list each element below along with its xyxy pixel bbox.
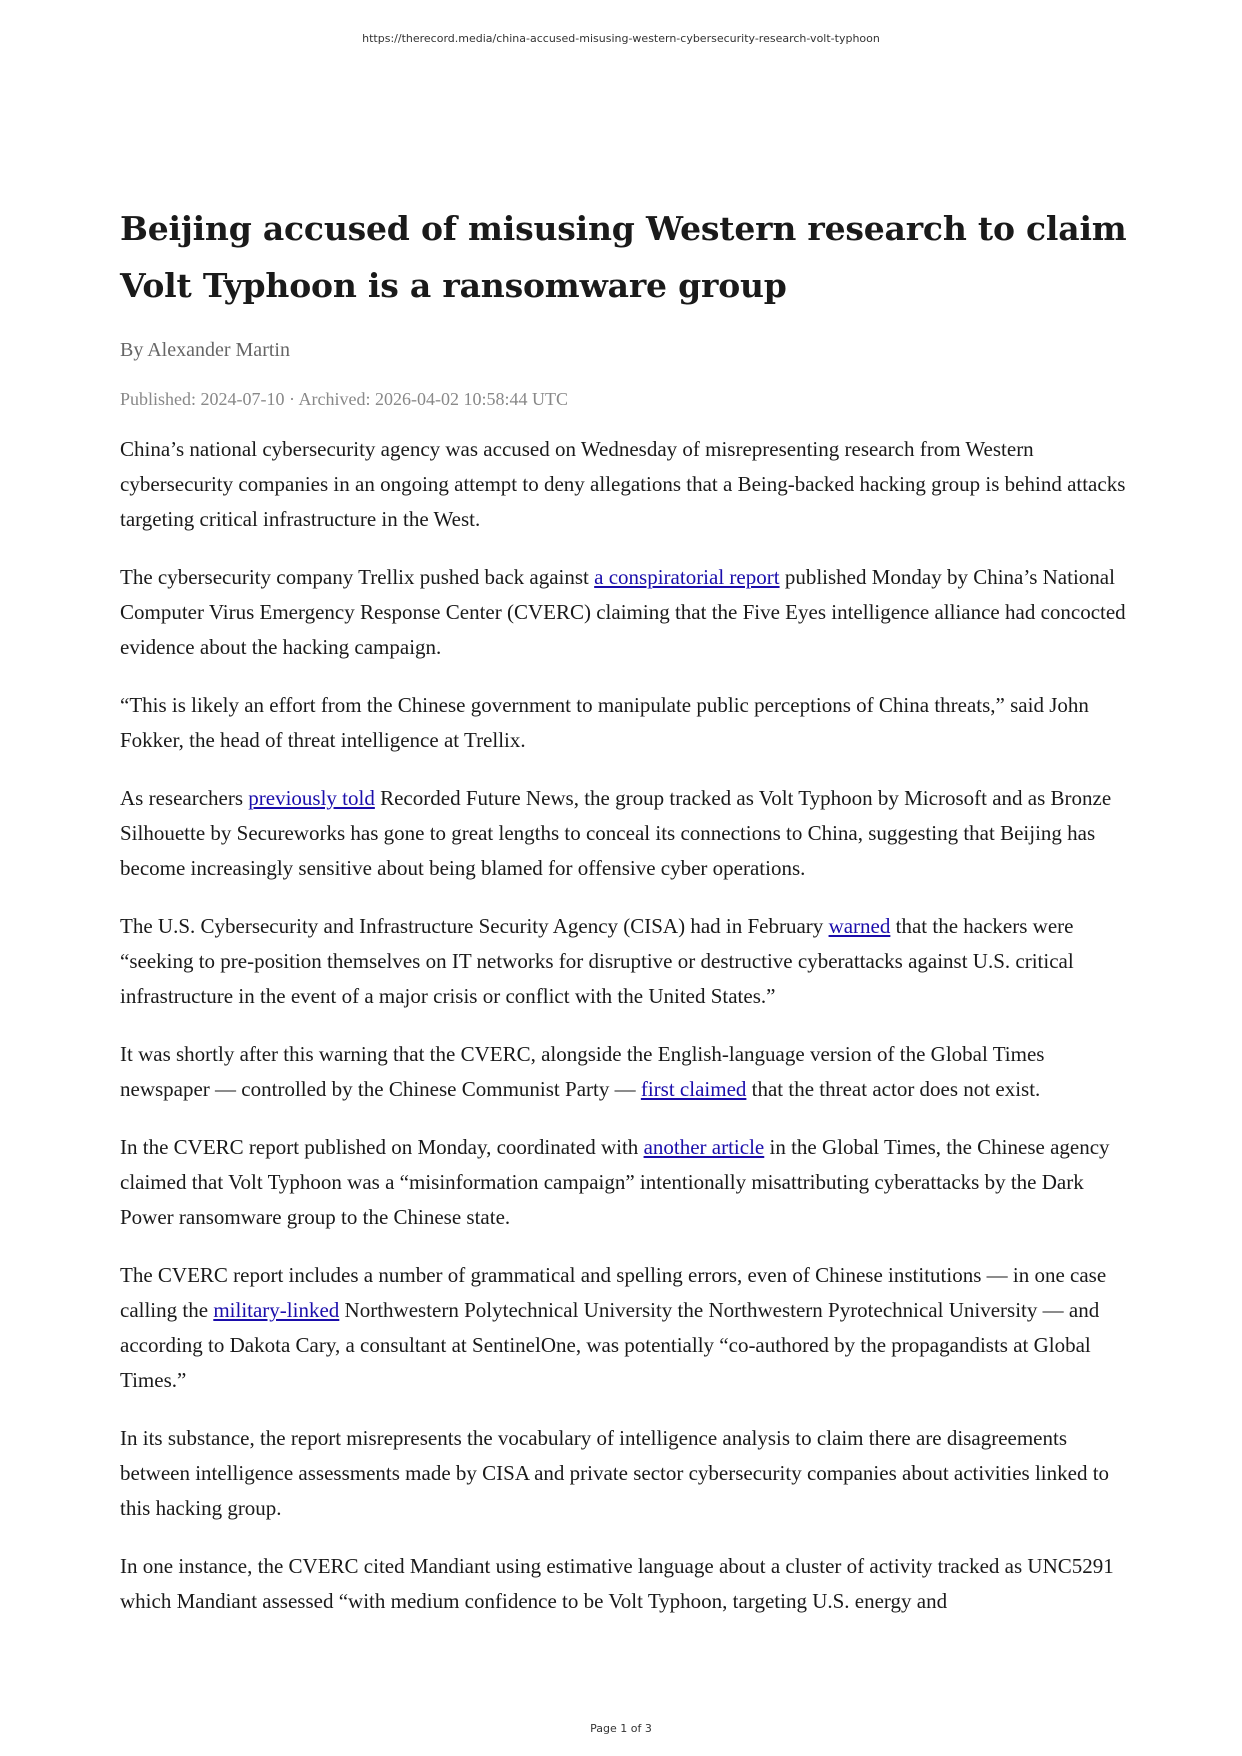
paragraph-5: The U.S. Cybersecurity and Infrastructure Security Agency (CISA) had in February warned that the hackers were “seeking to pre-position themselves on IT networks for disruptive or destructive cyberattacks against U.S. critical infrastructure in the event of a major crisis or conflict with the United States.”: [120, 914, 1074, 1008]
paragraph-6: It was shortly after this warning that the CVERC, alongside the English-language version of the Global Times newspaper — controlled by the Chinese Communist Party — first claimed that the threat actor does not exist.: [120, 1042, 1045, 1101]
paragraph-4: As researchers previously told Recorded Future News, the group tracked as Volt Typhoon by Microsoft and as Bronze Silhouette by Secureworks has gone to great lengths to conceal its connections to China, suggesting that Beijing has become increasingly sensitive about being blamed for offensive cyber operations.: [120, 786, 1112, 880]
paragraph-9: In its substance, the report misrepresents the vocabulary of intelligence analysis to claim there are disagreements between intelligence assessments made by CISA and private sector cybersecurity companies about activities linked to this hacking group.: [120, 1426, 1110, 1520]
page-url: https://therecord.media/china-accused-misusing-western-cybersecurity-research-volt-typhoon: [362, 32, 880, 45]
paragraph-2: The cybersecurity company Trellix pushed back against a conspiratorial report published Monday by China’s National Computer Virus Emergency Response Center (CVERC) claiming that the Five Eyes intelligence alliance had concocted evidence about the hacking campaign.: [120, 565, 1126, 659]
paragraph-8: The CVERC report includes a number of grammatical and spelling errors, even of Chinese institutions — in one case calling the military-linked Northwestern Polytechnical University the Northwestern Pyrotechnical University — and according to Dakota Cary, a consultant at SentinelOne, was potentially “co-authored by the propagandists at Global Times.”: [120, 1263, 1107, 1392]
first-claimed-link[interactable]: first claimed: [640, 1077, 747, 1101]
military-linked-link[interactable]: military-linked: [213, 1298, 340, 1322]
article-title: Beijing accused of misusing Western research to claim Volt Typhoon is a ransomware group: [120, 209, 1127, 305]
article-byline: By Alexander Martin: [120, 339, 290, 361]
paragraph-7: In the CVERC report published on Monday, coordinated with another article in the Global Times, the Chinese agency claimed that Volt Typhoon was a “misinformation campaign” intentionally misattributing cyberattacks by the Dark Power ransomware group to the Chinese state.: [120, 1135, 1110, 1229]
paragraph-1: China’s national cybersecurity agency was accused on Wednesday of misrepresenting research from Western cybersecurity companies in an ongoing attempt to deny allegations that a Being-backed hacking group is behind attacks targeting critical infrastructure in the West.: [120, 437, 1126, 531]
paragraph-3: “This is likely an effort from the Chinese government to manipulate public perceptions of China threats,” said John Fokker, the head of threat intelligence at Trellix.: [120, 693, 1089, 752]
page-number: Page 1 of 3: [590, 1722, 652, 1735]
another-article-link[interactable]: another article: [643, 1135, 765, 1159]
warned-link[interactable]: warned: [828, 914, 891, 938]
previously-told-link[interactable]: previously told: [248, 786, 375, 810]
article: [120, 200, 1130, 1642]
paragraph-10: In one instance, the CVERC cited Mandiant using estimative language about a cluster of activity tracked as UNC5291 which Mandiant assessed “with medium confidence to be Volt Typhoon, targeting U.S. energy and: [120, 1554, 1114, 1613]
article-meta: Published: 2024-07-10 · Archived: 2026-04-02 10:58:44 UTC: [120, 389, 568, 409]
conspiratorial-report-link[interactable]: a conspiratorial report: [594, 565, 780, 589]
